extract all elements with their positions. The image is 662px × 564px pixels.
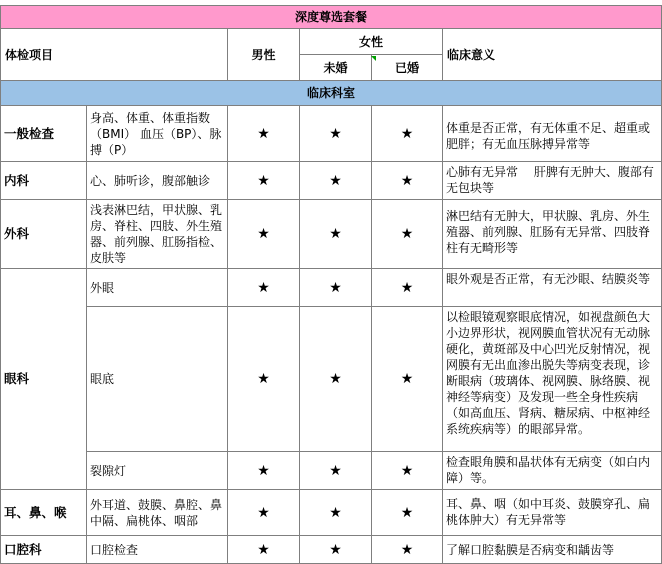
married-star: ★ — [372, 200, 443, 269]
male-star: ★ — [228, 269, 300, 307]
item-internal: 心、肺听诊，腹部触诊 — [87, 162, 228, 200]
package-title: 深度尊选套餐 — [0, 5, 662, 29]
item-surgery: 浅表淋巴结，甲状腺、乳房、脊柱、四肢、外生殖器、前列腺、肛肠指检、皮肤等 — [87, 200, 228, 269]
unmarried-star: ★ — [300, 162, 372, 200]
married-star: ★ — [372, 106, 443, 162]
meaning-external-eye: 眼外观是否正常，有无沙眼、结膜炎等 — [443, 269, 662, 307]
meaning-slit-lamp: 检查眼角膜和晶状体有无病变（如白内障）等。 — [443, 452, 662, 490]
married-star: ★ — [372, 307, 443, 452]
unmarried-star: ★ — [300, 307, 372, 452]
category-dental: 口腔科 — [0, 536, 87, 564]
married-star: ★ — [372, 269, 443, 307]
unmarried-star: ★ — [300, 452, 372, 490]
meaning-surgery: 淋巴结有无肿大，甲状腺、乳房、外生殖器、前列腺、肛肠有无异常、四肢脊柱有无畸形等 — [443, 200, 662, 269]
married-star: ★ — [372, 162, 443, 200]
item-external-eye: 外眼 — [87, 269, 228, 307]
unmarried-star: ★ — [300, 269, 372, 307]
married-star: ★ — [372, 452, 443, 490]
category-general: 一般检查 — [0, 106, 87, 162]
header-clinical-meaning: 临床意义 — [443, 29, 662, 81]
male-star: ★ — [228, 536, 300, 564]
item-slit-lamp: 裂隙灯 — [87, 452, 228, 490]
married-star: ★ — [372, 490, 443, 536]
unmarried-star: ★ — [300, 200, 372, 269]
cell-comment-marker — [371, 56, 376, 61]
meaning-ent: 耳、鼻、咽（如中耳炎、鼓膜穿孔、扁桃体肿大）有无异常等 — [443, 490, 662, 536]
section-clinical-dept: 临床科室 — [0, 81, 662, 106]
male-star: ★ — [228, 162, 300, 200]
item-dental: 口腔检查 — [87, 536, 228, 564]
meaning-general: 体重是否正常，有无体重不足、超重或肥胖；有无血压脉搏异常等 — [443, 106, 662, 162]
unmarried-star: ★ — [300, 106, 372, 162]
header-female: 女性 — [300, 29, 443, 55]
category-internal: 内科 — [0, 162, 87, 200]
item-ent: 外耳道、鼓膜、鼻腔、鼻中隔、扁桃体、咽部 — [87, 490, 228, 536]
header-unmarried: 未婚 — [300, 55, 372, 81]
unmarried-star: ★ — [300, 536, 372, 564]
male-star: ★ — [228, 106, 300, 162]
meaning-fundus: 以检眼镜观察眼底情况，如视盘颜色大小边界形状，视网膜血管状况有无动脉硬化，黄斑部及中心凹光反射情况，视网膜有无出血渗出脱失等病变表现，诊断眼病（玻璃体、视网膜、脉络膜、视神经等病变）及发现一些全身性疾病（如高血压、肾病、糖尿病、中枢神经系统疾病等）的眼部异常。 — [443, 307, 662, 452]
header-married: 已婚 — [372, 55, 443, 81]
category-surgery: 外科 — [0, 200, 87, 269]
married-star: ★ — [372, 536, 443, 564]
meaning-internal: 心肺有无异常 肝脾有无肿大、腹部有无包块等 — [443, 162, 662, 200]
male-star: ★ — [228, 307, 300, 452]
unmarried-star: ★ — [300, 490, 372, 536]
category-ophthalmology: 眼科 — [0, 269, 87, 490]
header-male: 男性 — [228, 29, 300, 81]
male-star: ★ — [228, 200, 300, 269]
item-fundus: 眼底 — [87, 307, 228, 452]
header-item-column: 体检项目 — [0, 29, 228, 81]
male-star: ★ — [228, 490, 300, 536]
meaning-dental: 了解口腔黏膜是否病变和龋齿等 — [443, 536, 662, 564]
category-ent: 耳、鼻、喉 — [0, 490, 87, 536]
male-star: ★ — [228, 452, 300, 490]
item-general: 身高、体重、体重指数（BMI） 血压（BP）、脉搏（P） — [87, 106, 228, 162]
